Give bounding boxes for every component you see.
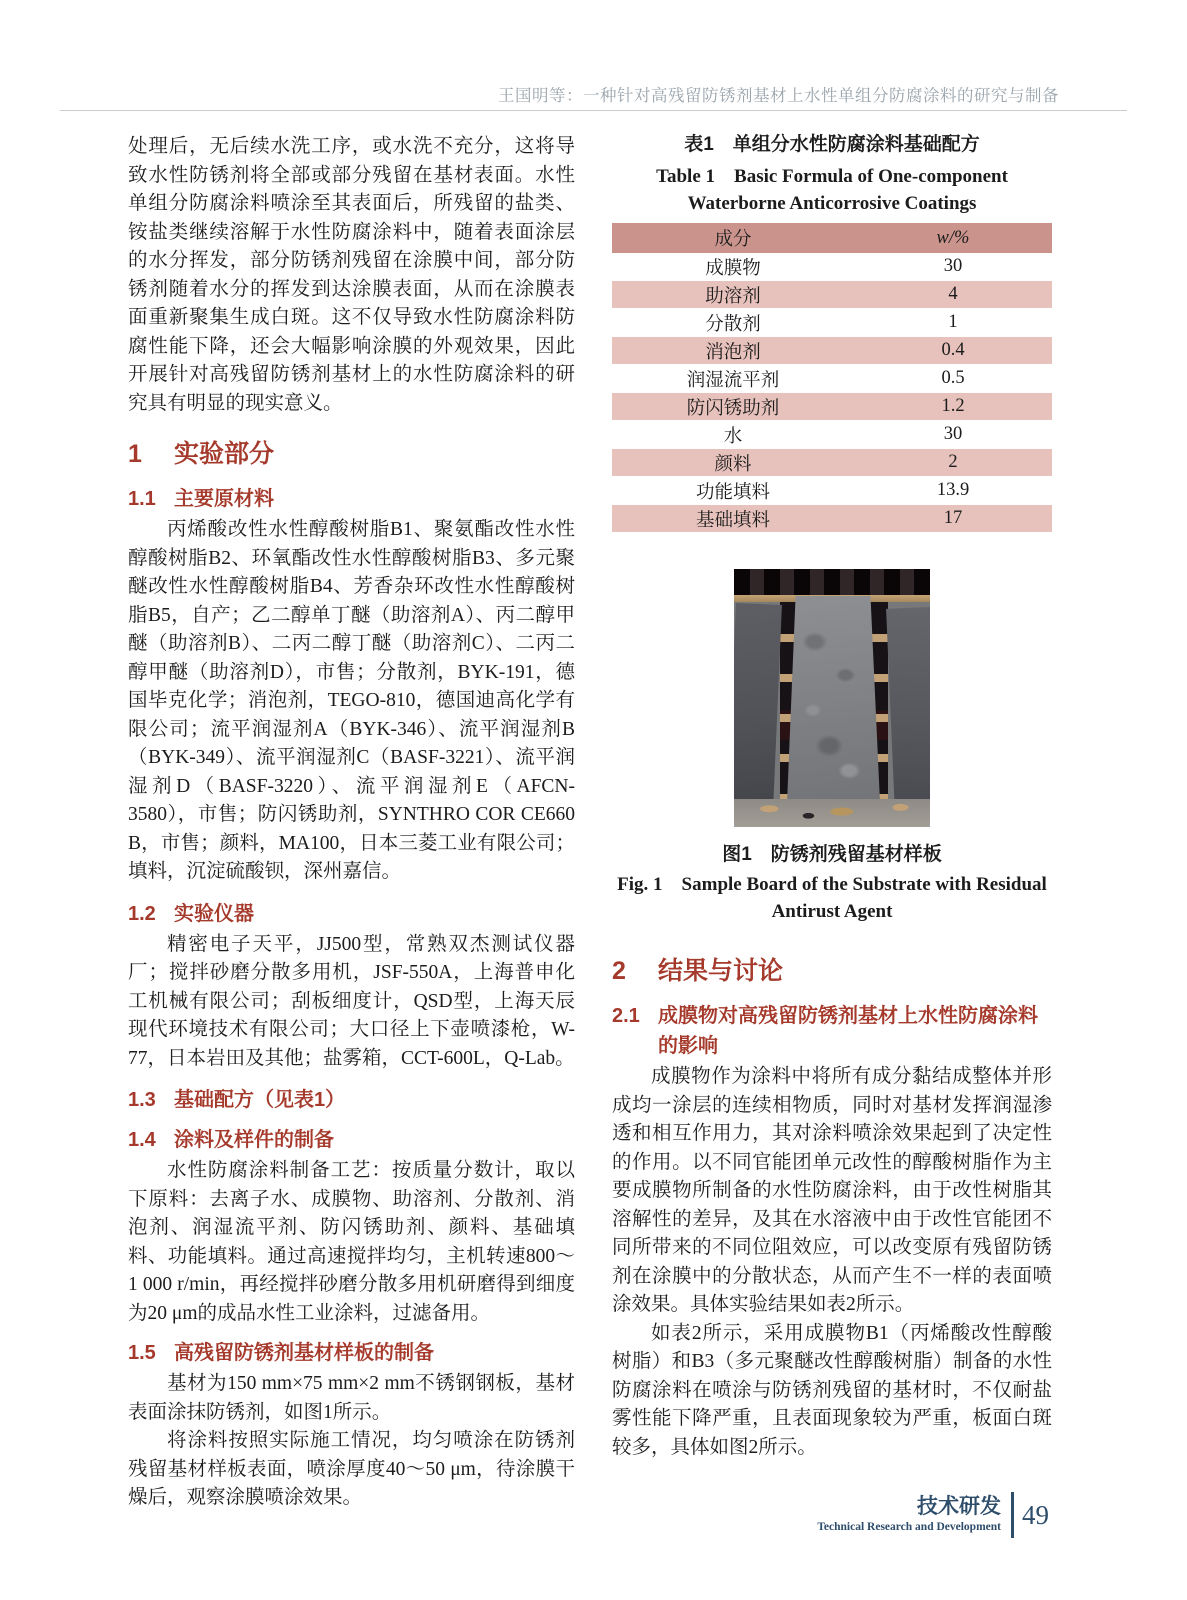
s21-paragraph-2: 如表2所示，采用成膜物B1（丙烯酸改性醇酸树脂）和B3（多元聚醚改性醇酸树脂）制备的水性防腐涂料在喷涂与防锈剂残留的基材时，不仅耐盐雾性能下降严重，且表面现象较为严重，板面白斑较多，具体如图2所示。 (612, 1322, 1052, 1458)
table-row (612, 392, 1052, 421)
s15-paragraph-1: 基材为150 mm×75 mm×2 mm不锈钢钢板，基材表面涂抹防锈剂，如图1所示。 (128, 1373, 575, 1423)
photo-rack-bottom (734, 799, 930, 827)
s12-paragraph: 精密电子天平，JJ500型，常熟双杰测试仪器厂；搅拌砂磨分散多用机，JSF-550A，上海普申化工机械有限公司；刮板细度计，QSD型，上海天辰现代环境技术有限公司；大口径上下壶喷漆枪，W-77，日本岩田及其他；盐雾箱，CCT-600L，Q-Lab。 (128, 933, 575, 1069)
figure1-caption-cn: 图1 防锈剂残留基材样板 (722, 844, 942, 865)
page-footer (817, 1492, 1049, 1538)
footer-section-en: Technical Research and Development (817, 1521, 1001, 1533)
s13-number: 1.3 (128, 1089, 156, 1111)
table-row (612, 336, 1052, 365)
photo-right-plate (886, 607, 930, 809)
table-row (612, 280, 1052, 309)
s11-title: 主要原材料 (174, 488, 274, 510)
table-cell: 30 (943, 424, 963, 444)
table1-header-row (612, 223, 1052, 253)
table-cell: 成膜物 (705, 258, 761, 279)
section1-number: 1 (128, 440, 142, 468)
running-title: 王国明等：一种针对高残留防锈剂基材上水性单组分防腐涂料的研究与制备 (498, 87, 1059, 105)
s14-number: 1.4 (128, 1129, 156, 1151)
table1 (612, 223, 1052, 533)
table-row (612, 365, 1052, 392)
table-cell: 17 (943, 508, 963, 528)
table-cell: 颜料 (714, 454, 752, 475)
table-cell: 分散剂 (705, 314, 761, 335)
table-row (612, 504, 1052, 533)
s21-heading (612, 1001, 1052, 1061)
s12-heading (128, 899, 575, 929)
page-number: 49 (1022, 1499, 1049, 1530)
header-rule (60, 110, 1127, 111)
table1-rows (612, 253, 1052, 533)
figure1 (612, 569, 1052, 925)
table-row (612, 253, 1052, 280)
s21-number: 2.1 (612, 1005, 640, 1027)
s15-paragraph-2: 将涂料按照实际施工情况，均匀喷涂在防锈剂残留基材样板表面，喷涂厚度40～50 μm，待涂膜干燥后，观察涂膜喷涂效果。 (128, 1430, 575, 1508)
table-cell: 1 (948, 312, 958, 332)
photo-sample-board (786, 596, 882, 804)
table-cell: 润湿流平剂 (686, 370, 780, 391)
section2-heading (612, 955, 1052, 987)
table-row (612, 477, 1052, 504)
left-column (128, 133, 575, 1513)
table1-col-component: 成分 (714, 230, 752, 250)
table-cell: 助溶剂 (705, 286, 761, 307)
section1-title: 实验部分 (174, 440, 275, 468)
table-cell: 基础填料 (695, 510, 770, 531)
s13-heading (128, 1085, 575, 1115)
s13-title: 基础配方（见表1） (174, 1089, 346, 1111)
table1-caption-cn: 表1 单组分水性防腐涂料基础配方 (684, 134, 980, 155)
table-cell: 4 (948, 284, 958, 304)
s14-paragraph: 水性防腐涂料制备工艺：按质量分数计，取以下原料：去离子水、成膜物、助溶剂、分散剂、消泡剂、润湿流平剂、防闪锈助剂、颜料、基础填料、功能填料。通过高速搅拌均匀，主机转速800～1 000 r/min，再经搅拌砂磨分散多用机研磨得到细度为20 μm的成品水性工业涂料，过滤备用。 (128, 1160, 575, 1324)
table-row (612, 309, 1052, 336)
table-cell: 2 (948, 452, 958, 472)
table-cell: 消泡剂 (705, 342, 761, 363)
table1-caption-en: Table 1 Basic Formula of One-component Waterborne Anticorrosive Coatings (656, 166, 1008, 214)
figure1-photo (734, 569, 930, 827)
section1-heading (128, 438, 575, 470)
table-cell: 30 (943, 256, 963, 276)
s21-title: 成膜物对高残留防锈剂基材上水性防腐涂料的影响 (658, 1005, 1038, 1057)
table-cell: 0.5 (941, 368, 965, 388)
section2-title: 结果与讨论 (658, 957, 784, 985)
s14-heading (128, 1125, 575, 1155)
section2-number: 2 (612, 957, 626, 985)
table-cell: 1.2 (941, 396, 965, 416)
right-column (612, 133, 1052, 1462)
table-cell: 13.9 (936, 480, 970, 500)
photo-rack-top (734, 569, 930, 595)
s15-number: 1.5 (128, 1342, 156, 1364)
s12-title: 实验仪器 (174, 902, 254, 925)
s21-paragraph-1: 成膜物作为涂料中将所有成分黏结成整体并形成均一涂层的连续相物质，同时对基材发挥润湿渗透和相互作用力，其对涂料喷涂效果起到了决定性的作用。以不同官能团单元改性的醇酸树脂作为主要成膜物所制备的水性防腐涂料，由于改性树脂其溶解性的差异，及其在水溶液中由于改性官能团不同所带来的不同位阻效应，可以改变原有残留防锈剂在涂膜中的分散状态，从而产生不一样的表面喷涂效果。具体实验结果如表2所示。 (612, 1066, 1052, 1315)
footer-divider (1011, 1492, 1014, 1538)
table-row (612, 448, 1052, 477)
table-cell: 水 (723, 426, 743, 447)
s11-number: 1.1 (128, 488, 156, 510)
s12-number: 1.2 (128, 902, 156, 925)
table-cell: 功能填料 (695, 482, 770, 503)
table-cell: 防闪锈助剂 (686, 398, 780, 419)
footer-section-cn: 技术研发 (917, 1495, 1001, 1518)
footer-section (817, 1495, 1001, 1535)
table1-col-wpercent: w/% (936, 227, 970, 248)
s11-paragraph: 丙烯酸改性水性醇酸树脂B1、聚氨酯改性水性醇酸树脂B2、环氧酯改性水性醇酸树脂B3、多元聚醚改性水性醇酸树脂B4、芳香杂环改性水性醇酸树脂B5，自产；乙二醇单丁醚（助溶剂A）、丙二醇甲醚（助溶剂B）、二丙二醇丁醚（助溶剂C）、二丙二醇甲醚（助溶剂D），市售；分散剂，BYK-191，德国毕克化学；消泡剂，TEGO-810，德国迪高化学有限公司；流平润湿剂A（BYK-346）、流平润湿剂B（BYK-349）、流平润湿剂C（BASF-3221）、流平润湿剂D（BASF-3220）、流平润湿剂E（AFCN-3580），市售；防闪锈助剂，SYNTHRO COR CE660 B，市售；颜料，MA100，日本三菱工业有限公司；填料，沉淀硫酸钡，深州嘉信。 (128, 519, 575, 882)
figure1-caption-en: Fig. 1 Sample Board of the Substrate with Residual Antirust Agent (617, 874, 1047, 922)
table-row (612, 421, 1052, 448)
table-cell: 0.4 (941, 340, 965, 360)
s14-title: 涂料及样件的制备 (174, 1129, 334, 1151)
photo-left-plate (734, 603, 782, 801)
intro-paragraph: 处理后，无后续水洗工序，或水洗不充分，这将导致水性防锈剂将全部或部分残留在基材表面。水性单组分防腐涂料喷涂至其表面后，所残留的盐类、铵盐类继续溶解于水性防腐涂料中，随着表面涂层的水分挥发，部分防锈剂残留在涂膜中间，部分防锈剂随着水分的挥发到达涂膜表面，从而在涂膜表面重新聚集生成白斑。这不仅导致水性防腐涂料防腐性能下降，还会大幅影响涂膜的外观效果，因此开展针对高残留防锈剂基材上的水性防腐涂料的研究具有明显的现实意义。 (128, 136, 575, 414)
s11-heading (128, 484, 575, 514)
s15-heading (128, 1338, 575, 1368)
s15-title: 高残留防锈剂基材样板的制备 (174, 1342, 434, 1364)
